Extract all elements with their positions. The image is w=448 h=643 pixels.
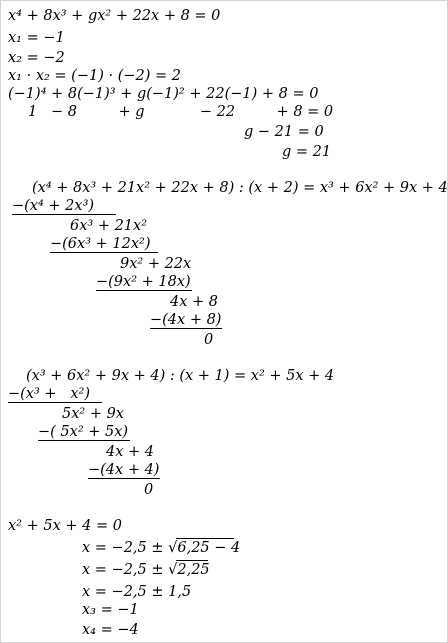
division1-final-remainder: 0: [204, 332, 214, 348]
expanded-terms: 1 − 8 + g − 22 + 8 = 0: [28, 104, 334, 120]
division1-underline: [12, 214, 116, 215]
division1-subtraction: −(9x² + 18x): [96, 274, 191, 290]
division2-header: (x³ + 6x² + 9x + 4) : (x + 1) = x² + 5x + 4: [26, 368, 335, 384]
division1-underline: [50, 252, 158, 253]
division1-underline: [150, 328, 222, 329]
division1-remainder: 9x² + 22x: [120, 256, 192, 272]
division2-underline: [38, 440, 130, 441]
simplified-equation: g − 21 = 0: [244, 124, 324, 140]
division2-final-remainder: 0: [144, 482, 154, 498]
division2-remainder: 4x + 4: [106, 444, 154, 460]
root-x4: x₄ = −4: [82, 622, 139, 638]
division1-underline: [96, 290, 192, 291]
substitution-line: (−1)⁴ + 8(−1)³ + g(−1)² + 22(−1) + 8 = 0: [8, 86, 319, 102]
division1-subtraction: −(4x + 8): [150, 312, 222, 328]
division2-subtraction: −(4x + 4): [88, 462, 160, 478]
g-result: g = 21: [282, 144, 332, 160]
root-x2: x₂ = −2: [8, 50, 65, 66]
root-x3: x₃ = −1: [82, 602, 139, 618]
root-x1: x₁ = −1: [8, 30, 65, 46]
quadratic-formula-step: x = −2,5 ± 1,5: [82, 584, 192, 600]
division1-header: (x⁴ + 8x³ + 21x² + 22x + 8) : (x + 2) = x³ + 6x² + 9x + 4: [32, 180, 448, 196]
quadratic-formula-step: x = −2,5 ± √6,25 − 4: [82, 540, 241, 556]
division1-remainder: 4x + 8: [170, 294, 218, 310]
quadratic-formula-step: x = −2,5 ± √2,25: [82, 562, 210, 578]
radical-bar: [176, 560, 208, 561]
division2-remainder: 5x² + 9x: [62, 406, 124, 422]
division1-subtraction: −(x⁴ + 2x³): [12, 198, 95, 214]
quadratic-equation: x² + 5x + 4 = 0: [8, 518, 122, 534]
root-product: x₁ · x₂ = (−1) · (−2) = 2: [8, 68, 181, 84]
division2-underline: [88, 478, 160, 479]
polynomial-equation: x⁴ + 8x³ + gx² + 22x + 8 = 0: [8, 8, 221, 24]
division1-subtraction: −(6x³ + 12x²): [50, 236, 151, 252]
division2-subtraction: −(x³ + x²): [8, 386, 91, 402]
division1-remainder: 6x³ + 21x²: [70, 218, 148, 234]
radical-bar: [176, 538, 234, 539]
division2-subtraction: −( 5x² + 5x): [38, 424, 129, 440]
division2-underline: [8, 402, 102, 403]
